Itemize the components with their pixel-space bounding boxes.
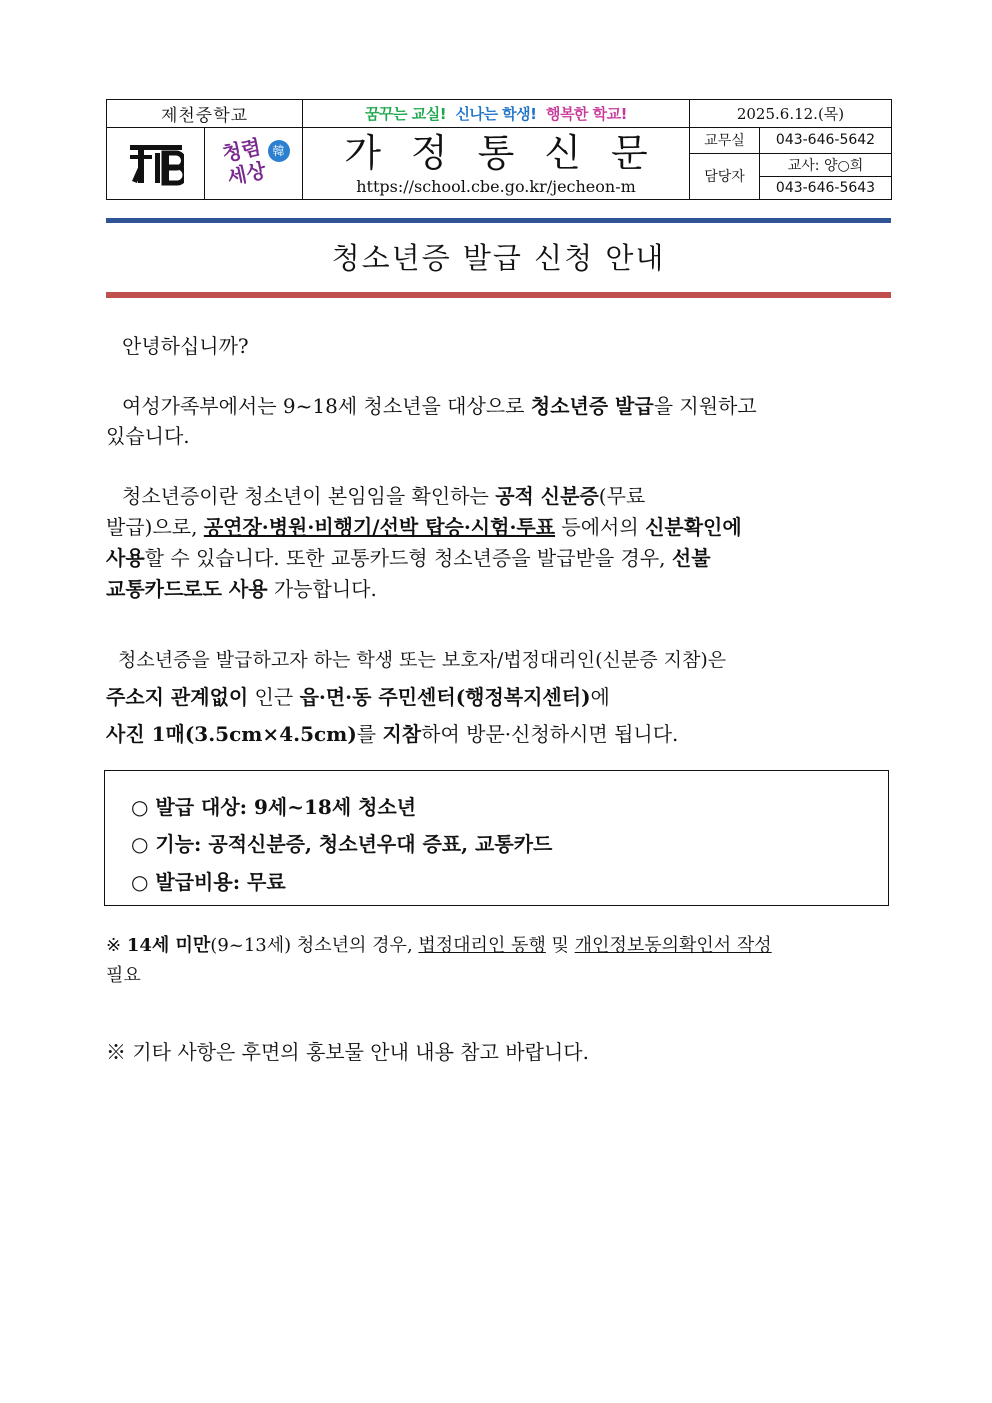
manager-label: 담당자 (690, 153, 760, 199)
integrity-logo (205, 128, 303, 200)
uses-underlined: 공연장·병원·비행기/선박 탑승·시험·투표 (203, 515, 556, 539)
paragraph-2: 청소년증이란 청소년이 본임임을 확인하는 공적 신분증(무료 발급)으로, 공연장·병원·비행기/선박 탑승·시험·투표 등에서의 신분확인에 사용할 수 있습니다. 또한 교통카드형 청소년증을 발급받을 경우, 선불 교통카드로도 사용 가능합니다. (106, 484, 742, 601)
integrity-logo-text: 청렴세상 (219, 134, 268, 190)
summary-box (104, 770, 889, 906)
office-label: 교무실 (690, 128, 760, 153)
office-phone: 043-646-5642 (760, 128, 892, 153)
document-title: 청소년증 발급 신청 안내 (331, 241, 666, 275)
motto-1: 꿈꾸는 교실! (365, 105, 447, 124)
paragraph-1: 여성가족부에서는 9~18세 청소년을 대상으로 청소년증 발급을 지원하고 있습니다. (106, 394, 757, 448)
blue-divider (106, 218, 891, 223)
school-name: 제천중학교 (107, 100, 303, 128)
school-logo-icon (128, 141, 184, 187)
school-url: https://school.cbe.go.kr/jecheon-m (356, 177, 636, 197)
school-logo (107, 128, 205, 200)
newsletter-title-cell (303, 128, 690, 200)
note-under-14: ※ 14세 미만(9~13세) 청소년의 경우, 법정대리인 동행 및 개인정보동의확인서 작성 필요 (106, 935, 772, 986)
note-other: ※ 기타 사항은 후면의 홍보물 안내 내용 참고 바랍니다. (106, 1040, 589, 1064)
box-item-function: ○ 기능: 공적신분증, 청소년우대 증표, 교통카드 (131, 832, 553, 856)
issue-date: 2025.6.12.(목) (690, 100, 892, 128)
header-table (106, 99, 892, 200)
teacher-name: 교사: 양○희 (760, 153, 892, 176)
motto-3: 행복한 학교! (545, 105, 627, 124)
box-item-target: ○ 발급 대상: 9세~18세 청소년 (131, 795, 417, 819)
box-item-cost: ○ 발급비용: 무료 (131, 870, 286, 894)
red-divider (106, 292, 891, 298)
greeting: 안녕하십니까? (122, 334, 249, 358)
paragraph-3: 청소년증을 발급하고자 하는 학생 또는 보호자/법정대리인(신분증 지참)은 주소지 관계없이 인근 읍·면·동 주민센터(행정복지센터)에 사진 1매(3.5cm×4.5cm)를 지참하여 방문·신청하시면 됩니다. (106, 649, 727, 746)
newsletter-title: 가정통신문 (344, 131, 678, 176)
school-motto (303, 100, 690, 128)
motto-2: 신나는 학생! (455, 105, 537, 124)
teacher-phone: 043-646-5643 (760, 176, 892, 199)
integrity-logo-badge: 韓 (268, 140, 290, 162)
